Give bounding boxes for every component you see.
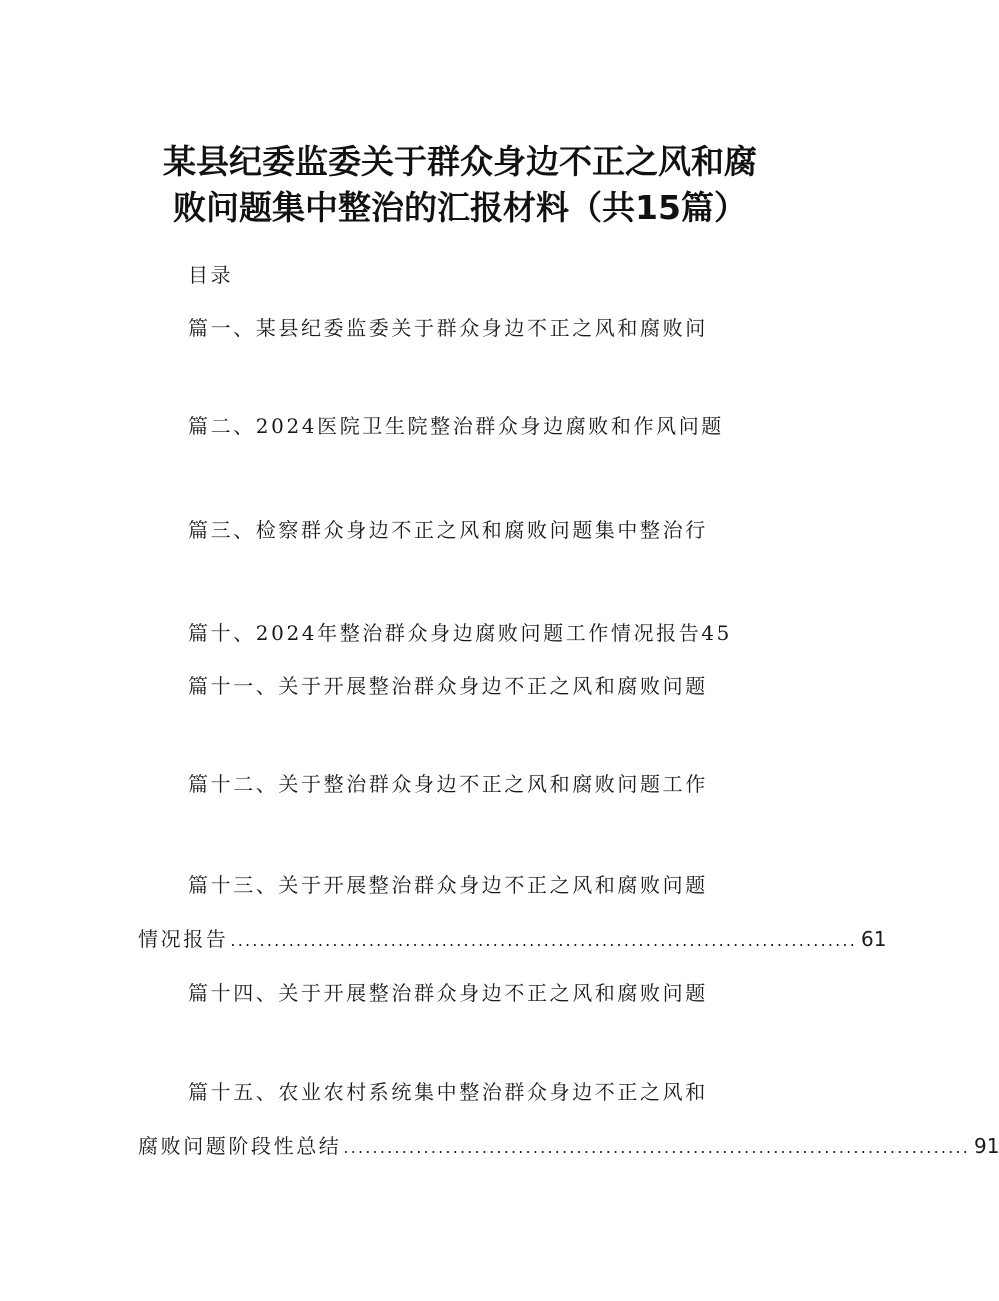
- dot-leader: ......................................................................................: [343, 1138, 970, 1157]
- toc-heading: 目录: [188, 263, 234, 287]
- toc-entry-2[interactable]: 篇二、2024医院卫生院整治群众身边腐败和作风问题: [188, 414, 724, 438]
- toc-entry-10[interactable]: 篇十、2024年整治群众身边腐败问题工作情况报告45: [188, 621, 732, 645]
- toc-entry-13-continuation-text: 情况报告: [138, 927, 229, 951]
- toc-entry-13-page-number: 61: [861, 927, 887, 951]
- toc-entry-1[interactable]: 篇一、某县纪委监委关于群众身边不正之风和腐败问: [188, 316, 708, 340]
- toc-entry-3[interactable]: 篇三、检察群众身边不正之风和腐败问题集中整治行: [188, 518, 708, 542]
- toc-entry-14[interactable]: 篇十四、关于开展整治群众身边不正之风和腐败问题: [188, 981, 708, 1005]
- toc-entry-15-continuation-text: 腐败问题阶段性总结: [138, 1134, 342, 1158]
- toc-entry-15-page-number: 91: [974, 1134, 999, 1158]
- dot-leader: ......................................................................................: [230, 931, 857, 950]
- toc-entry-11[interactable]: 篇十一、关于开展整治群众身边不正之风和腐败问题: [188, 674, 708, 698]
- toc-entry-13-continuation[interactable]: [138, 926, 887, 954]
- toc-entry-13[interactable]: 篇十三、关于开展整治群众身边不正之风和腐败问题: [188, 873, 708, 897]
- toc-entry-15-continuation[interactable]: [138, 1133, 999, 1161]
- document-title-line-2: 败问题集中整治的汇报材料（共15篇）: [173, 188, 747, 227]
- toc-entry-12[interactable]: 篇十二、关于整治群众身边不正之风和腐败问题工作: [188, 772, 708, 796]
- toc-entry-15[interactable]: 篇十五、农业农村系统集中整治群众身边不正之风和: [188, 1080, 708, 1104]
- document-title-line-1: 某县纪委监委关于群众身边不正之风和腐: [163, 142, 757, 181]
